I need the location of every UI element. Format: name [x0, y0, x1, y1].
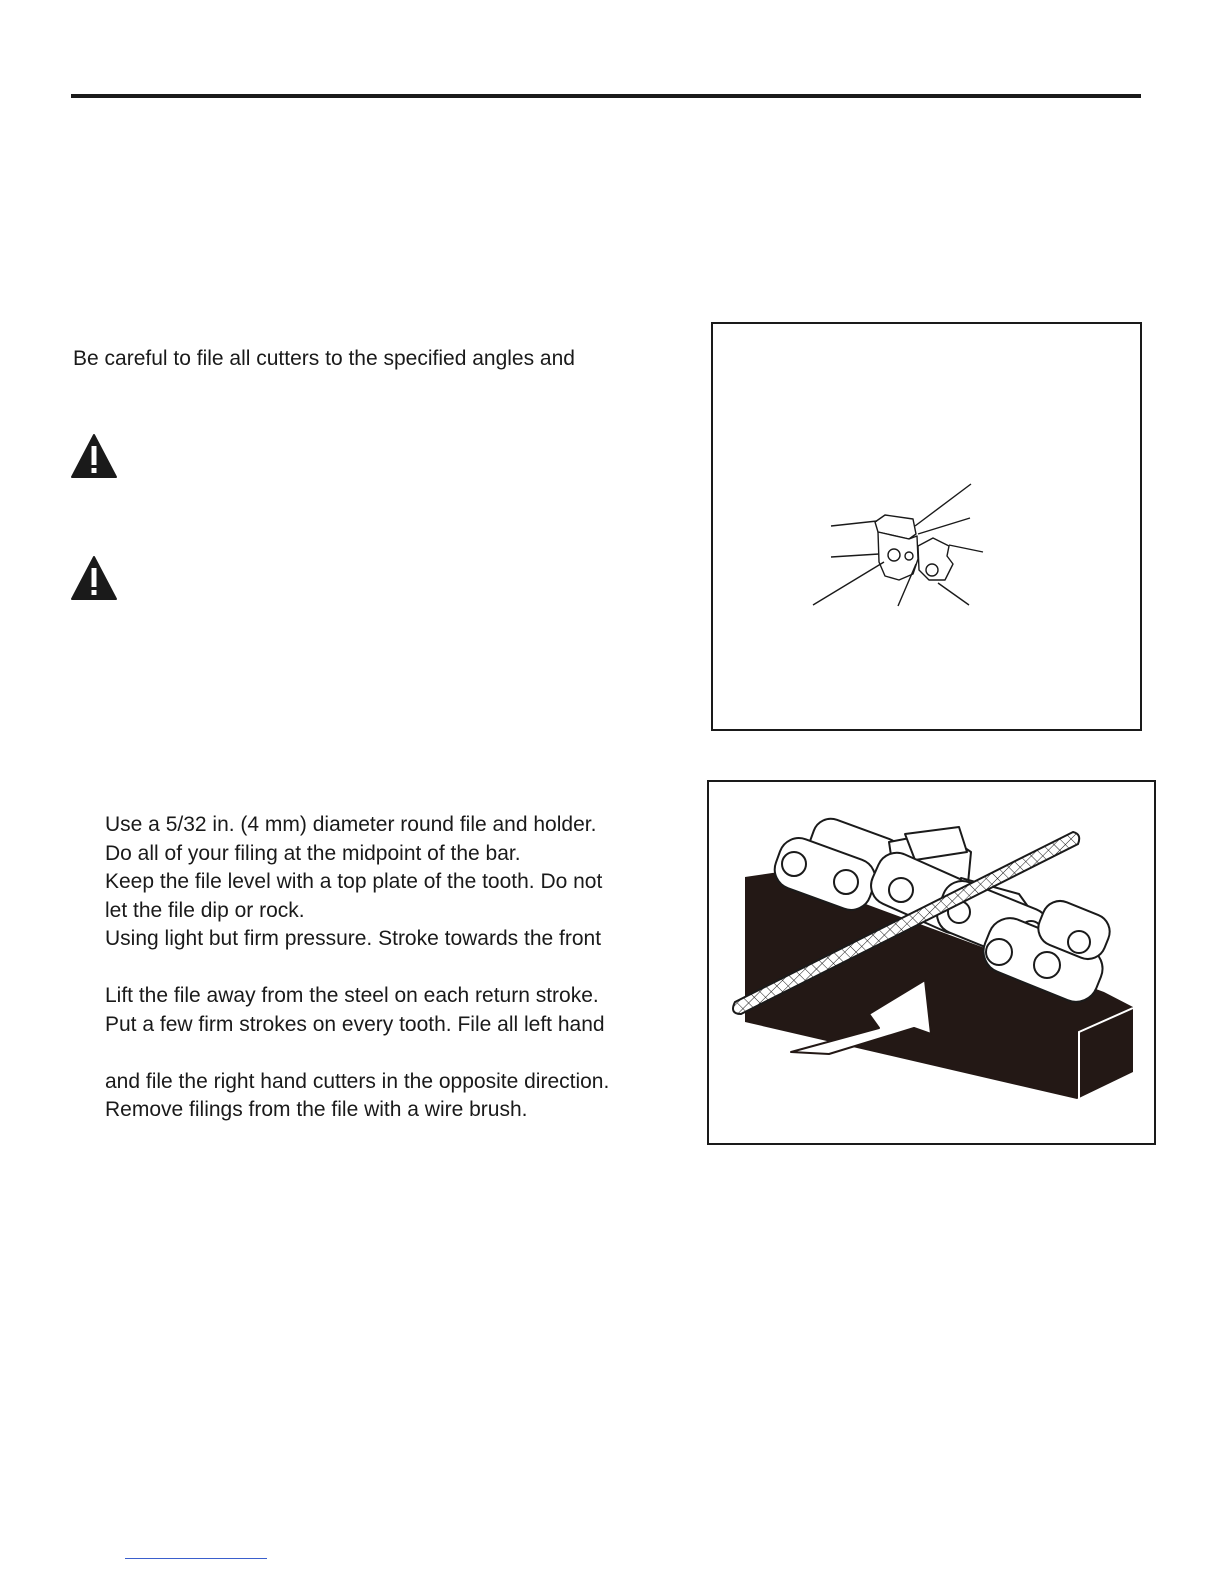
warning-triangle-icon	[70, 433, 118, 479]
filing-steps-list	[105, 811, 609, 1125]
list-item: Using light but firm pressure. Stroke towards the front	[105, 927, 602, 950]
footer-link-underline[interactable]	[125, 1558, 267, 1559]
list-item	[105, 954, 609, 983]
list-item: Use a 5/32 in. (4 mm) diameter round file and holder.	[105, 813, 597, 836]
list-item: and file the right hand cutters in the opposite direction.	[105, 1069, 610, 1093]
list-item: Put a few firm strokes on every tooth. File all left hand	[105, 1012, 605, 1036]
intro-text: Be careful to file all cutters to the specified angles and	[73, 347, 575, 370]
filing-diagram-figure	[707, 780, 1156, 1145]
chain-cutter-diagram-icon	[713, 324, 1140, 729]
list-item: Keep the file level with a top plate of the tooth. Do not	[105, 870, 603, 893]
list-item: Lift the file away from the steel on each return stroke.	[105, 984, 599, 1007]
list-item: Remove filings from the file with a wire brush.	[105, 1098, 528, 1121]
list-item: let the file dip or rock.	[105, 898, 305, 922]
warning-triangle-icon	[70, 555, 118, 601]
cutter-diagram-figure	[711, 322, 1142, 731]
chain-filing-diagram-icon	[709, 782, 1154, 1143]
header-rule	[71, 94, 1141, 98]
list-item: Do all of your filing at the midpoint of the bar.	[105, 841, 521, 865]
list-item	[105, 1039, 609, 1068]
